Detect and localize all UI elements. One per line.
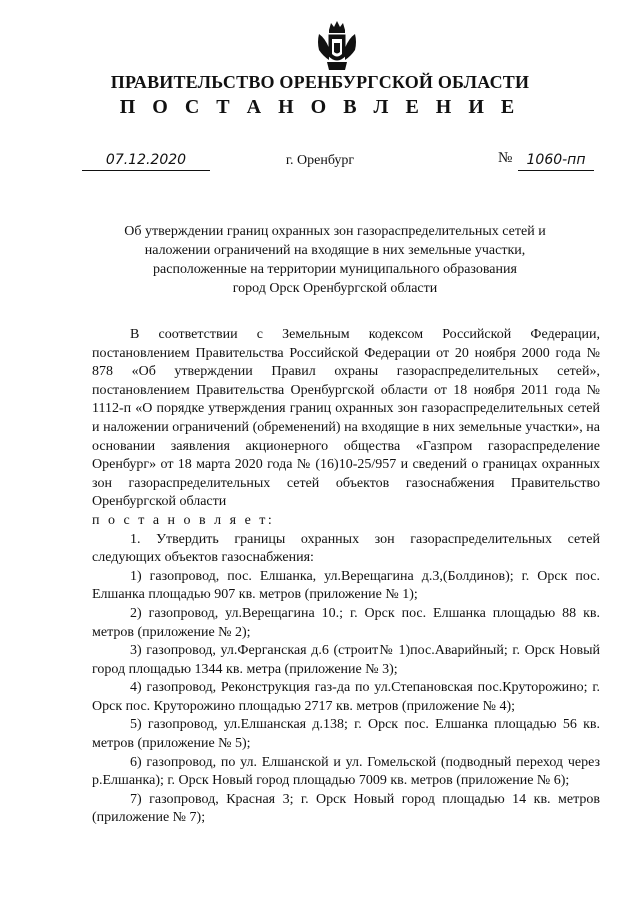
list-item: 5) газопровод, ул.Елшанская д.138; г. Орск пос. Елшанка площадью 56 кв. метров (приложение № 5); <box>92 717 600 752</box>
government-name: ПРАВИТЕЛЬСТВО ОРЕНБУРГСКОЙ ОБЛАСТИ <box>110 72 530 92</box>
title-line: расположенные на территории муниципального образования <box>153 262 517 277</box>
decree-body <box>92 326 600 828</box>
decree-title <box>100 222 570 298</box>
decree-city: г. Оренбург <box>285 153 355 168</box>
list-item: 4) газопровод, Реконструкция газ-да по ул.Степановская пос.Круторожино; г. Орск пос. Круторожино площадью 2717 кв. метров (приложение № 4); <box>92 680 600 714</box>
decree-date: 07.12.2020 <box>82 150 210 171</box>
title-line: Об утверждении границ охранных зон газораспределительных сетей и <box>124 224 546 239</box>
list-item: 6) газопровод, по ул. Елшанской и ул. Гомельской (подводный переход через р.Елшанка); г. Орск Новый город площадью 7009 кв. метров (приложение № 6); <box>92 754 600 789</box>
list-item: 1. Утвердить границы охранных зон газораспределительных сетей следующих объектов газоснабжения: <box>92 531 600 566</box>
list-item: 3) газопровод, ул.Ферганская д.6 (строит№ 1)пос.Аварийный; г. Орск Новый город площадью 1344 кв. метра (приложение № 3); <box>92 643 600 677</box>
coat-of-arms-emblem-icon <box>315 20 359 74</box>
decree-number: 1060-пп <box>518 150 594 171</box>
title-line: наложении ограничений на входящие в них земельные участки, <box>144 243 526 258</box>
list-item: 7) газопровод, Красная 3; г. Орск Новый город площадью 14 кв. метров (приложение № 7); <box>92 791 600 826</box>
title-line: город Орск Оренбургской области <box>232 281 438 296</box>
list-item: 1) газопровод, пос. Елшанка, ул.Верещагина д.3,(Болдинов); г. Орск пос. Елшанка площадью 907 кв. метров (приложение № 1); <box>92 568 600 603</box>
postanovlyaet-line: п о с т а н о в л я е т: <box>92 512 275 528</box>
document-type: П О С Т А Н О В Л Е Н И Е <box>119 96 521 118</box>
number-sign: № <box>498 150 513 166</box>
preamble-paragraph: В соответствии с Земельным кодексом Российской Федерации, постановлением Правительства Российской Федерации от 20 ноября 2000 года № 878 «Об утверждении Правил охраны газораспределительных сетей», постановлением Правительства Оренбургской области от 18 ноября 2011 года № 1112-п «О порядке утверждения границ охранных зон газораспределительных сетей и наложении ограничений (обременений) на входящие в них земельные участки», на основании заявления акционерного общества «Газпром газораспределение Оренбург» от 18 марта 2020 года № (16)10-25/957 и сведений о границах охранных зон газораспределительных сетей объектов газоснабжения Правительство Оренбургской области <box>92 327 600 510</box>
list-item: 2) газопровод, ул.Верещагина 10.; г. Орск пос. Елшанка площадью 88 кв. метров (приложение № 2); <box>92 605 600 640</box>
